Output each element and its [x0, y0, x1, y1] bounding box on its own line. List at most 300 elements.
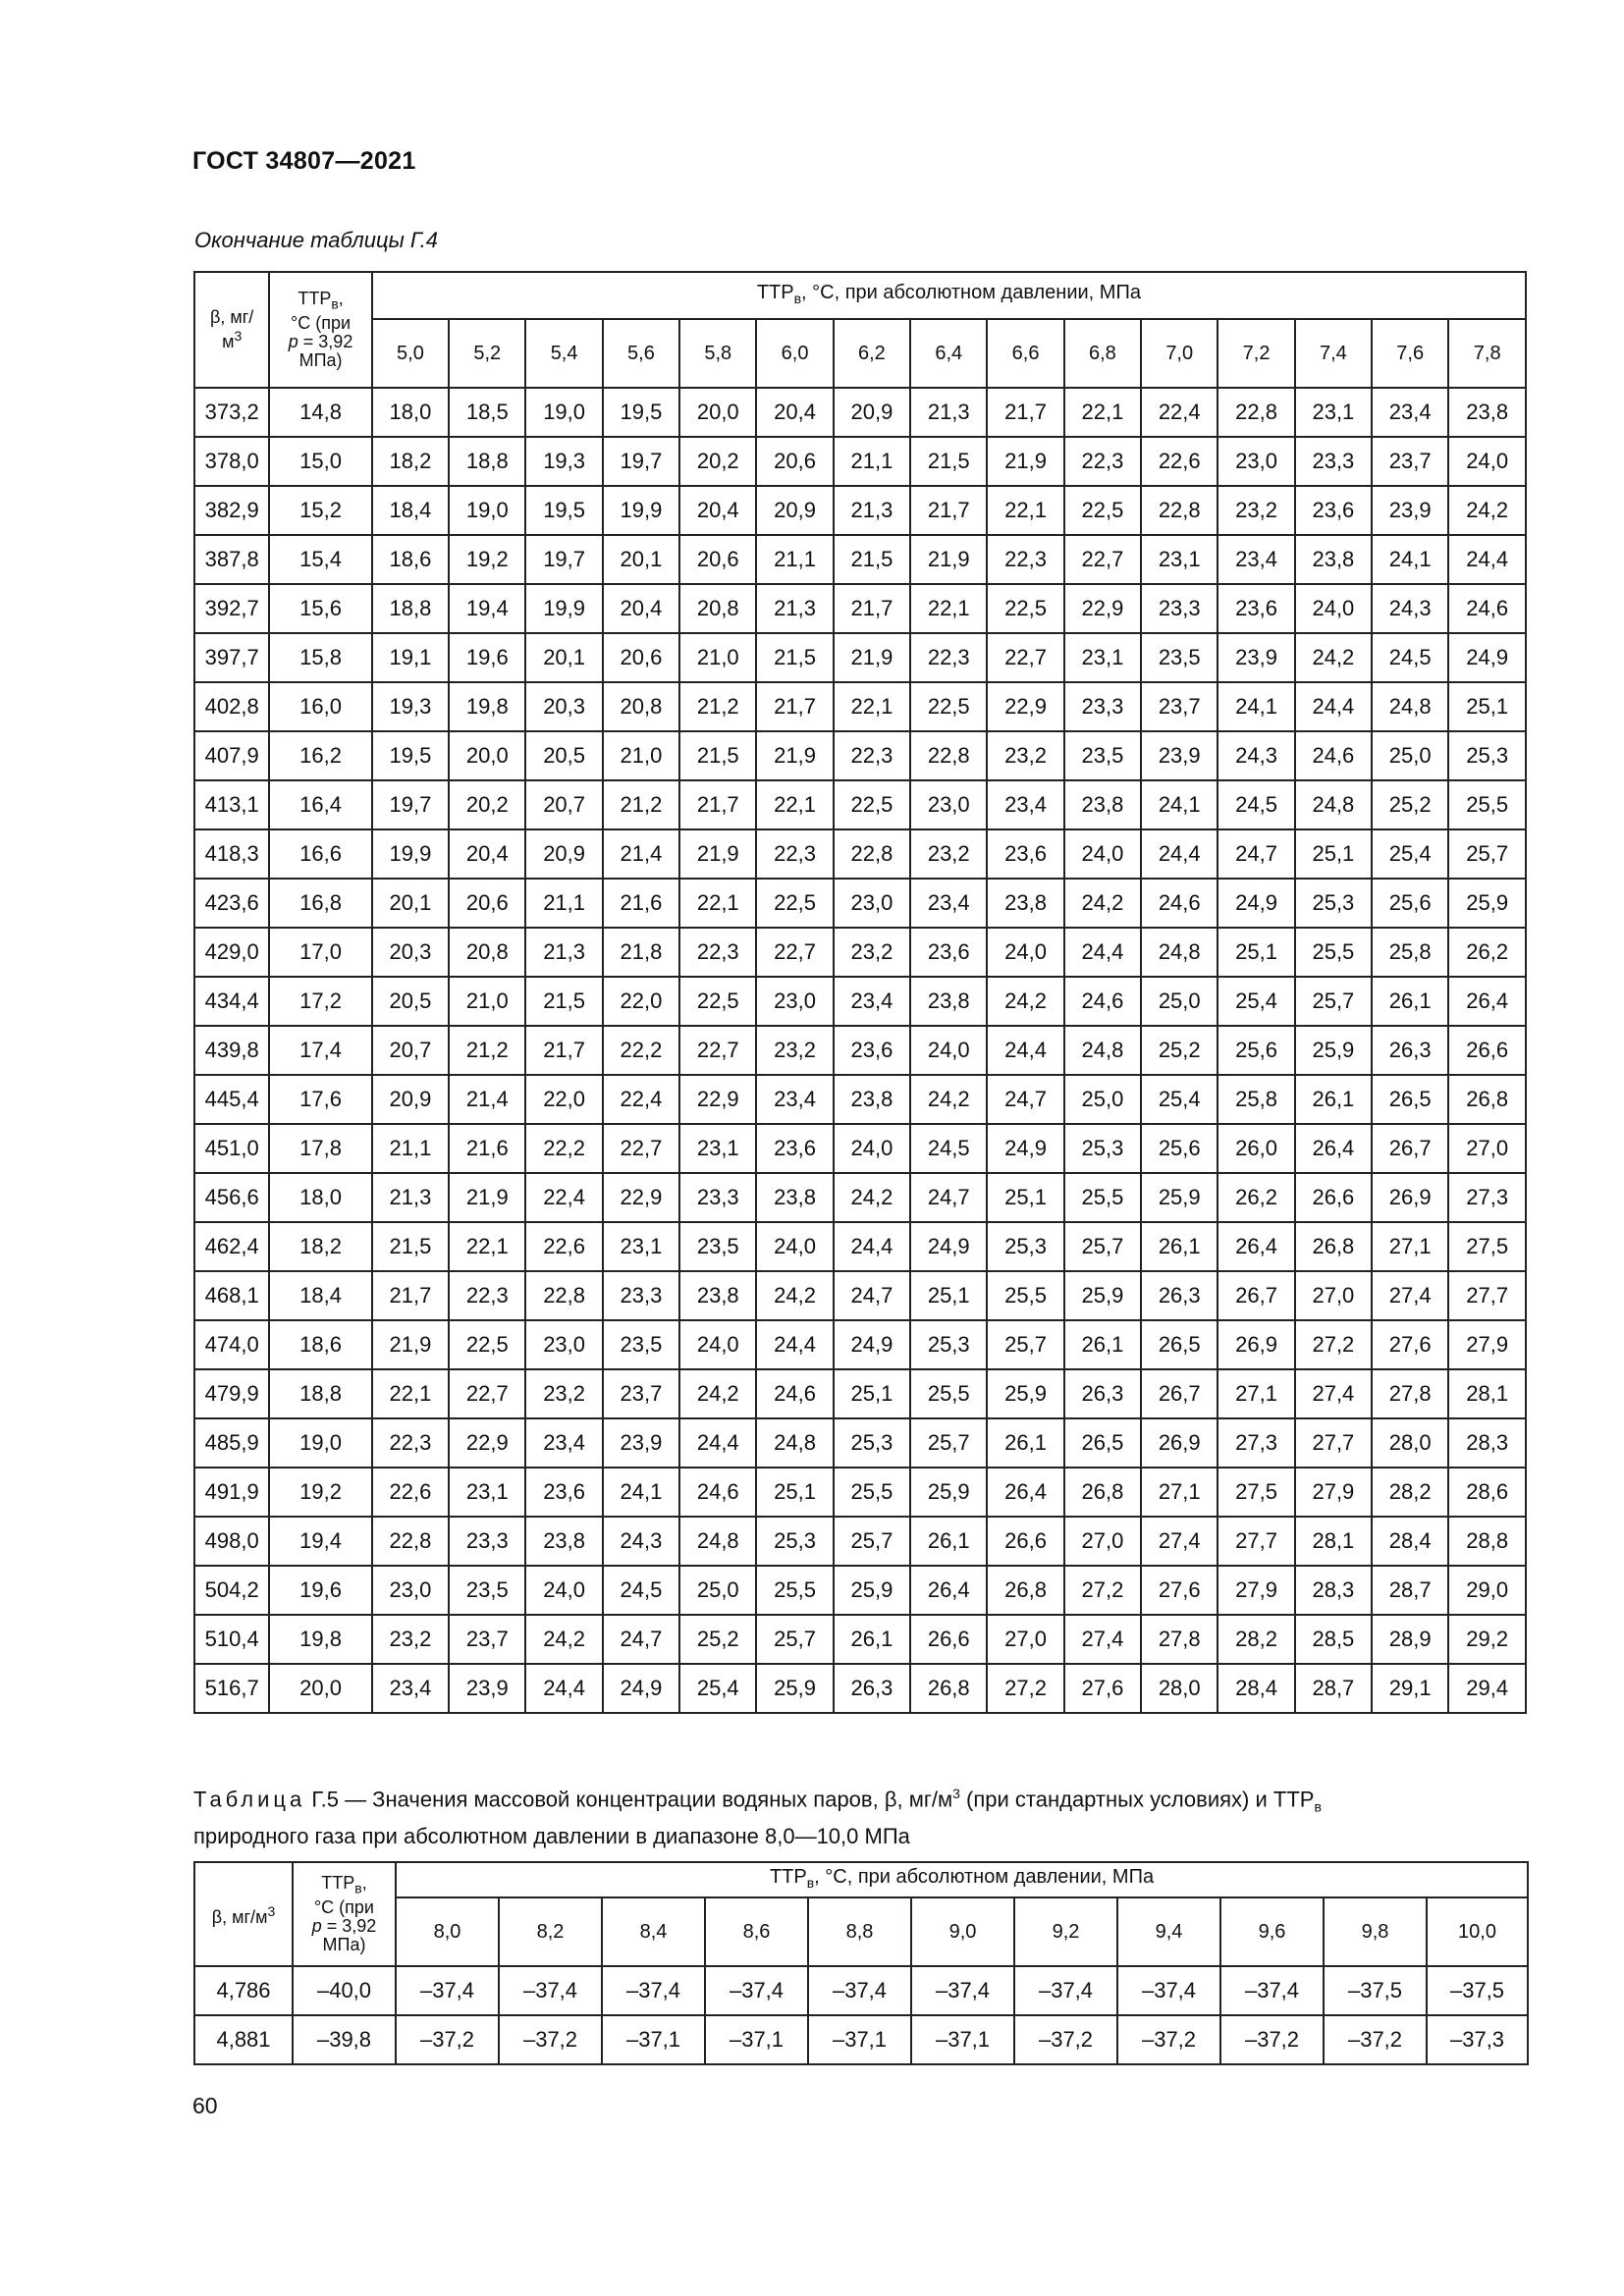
- ttr-value-cell: 23,1: [1141, 535, 1218, 584]
- ttr-value-cell: 28,3: [1295, 1566, 1372, 1615]
- beta-cell: 445,4: [194, 1075, 269, 1124]
- ttr-value-cell: 22,3: [987, 535, 1063, 584]
- pressure-header-cell: 6,2: [834, 319, 910, 388]
- ttr-value-cell: 20,6: [756, 437, 833, 486]
- table-row: [194, 437, 1526, 486]
- ttr-value-cell: 20,8: [679, 584, 756, 633]
- ttr-value-cell: 27,9: [1218, 1566, 1294, 1615]
- ttr-value-cell: 21,2: [679, 682, 756, 731]
- ttr-value-cell: 25,5: [834, 1468, 910, 1517]
- ttr-value-cell: 21,2: [603, 780, 679, 829]
- ttr-value-cell: 26,6: [910, 1615, 987, 1664]
- ttr-value-cell: 23,8: [987, 879, 1063, 928]
- ttr-value-cell: 23,4: [834, 977, 910, 1026]
- ttr-ref-cell: 18,8: [269, 1369, 371, 1418]
- ttr-value-cell: 24,7: [910, 1173, 987, 1222]
- ttr-value-cell: 24,6: [679, 1468, 756, 1517]
- ttr-value-cell: 28,7: [1295, 1664, 1372, 1713]
- table-row: [194, 388, 1526, 437]
- ttr-value-cell: 27,7: [1295, 1418, 1372, 1468]
- ttr-ref-cell: 18,2: [269, 1222, 371, 1271]
- ttr-value-cell: 19,5: [372, 731, 449, 780]
- ttr-value-cell: 25,4: [679, 1664, 756, 1713]
- pressure-header-cell: 7,4: [1295, 319, 1372, 388]
- beta-cell: 439,8: [194, 1026, 269, 1075]
- table-row: [194, 486, 1526, 535]
- ttr-value-cell: 23,3: [1064, 682, 1141, 731]
- ttr-value-cell: 26,8: [1448, 1075, 1526, 1124]
- ttr-value-cell: 23,8: [910, 977, 987, 1026]
- ttr-value-cell: 21,9: [910, 535, 987, 584]
- ttr-ref-cell: 16,0: [269, 682, 371, 731]
- ttr-value-cell: –37,4: [1014, 1966, 1117, 2015]
- ttr-value-cell: 26,7: [1141, 1369, 1218, 1418]
- ttr-value-cell: 20,4: [756, 388, 833, 437]
- ttr-value-cell: 19,9: [372, 829, 449, 879]
- ttr-value-cell: 22,8: [1141, 486, 1218, 535]
- ttr-value-cell: 23,2: [987, 731, 1063, 780]
- ttr-value-cell: 28,4: [1218, 1664, 1294, 1713]
- ttr-value-cell: 20,9: [372, 1075, 449, 1124]
- ttr-value-cell: 24,3: [1372, 584, 1448, 633]
- ttr-value-cell: 25,3: [987, 1222, 1063, 1271]
- ttr-value-cell: 21,5: [834, 535, 910, 584]
- ttr-value-cell: 24,2: [1448, 486, 1526, 535]
- pressure-header-cell: 9,8: [1324, 1897, 1427, 1966]
- ttr-value-cell: 24,5: [603, 1566, 679, 1615]
- beta-cell: 510,4: [194, 1615, 269, 1664]
- ttr-value-cell: 28,6: [1448, 1468, 1526, 1517]
- ttr-value-cell: 24,4: [987, 1026, 1063, 1075]
- ttr-ref-cell: 15,8: [269, 633, 371, 682]
- ttr-value-cell: 20,8: [449, 928, 525, 977]
- beta-cell: 462,4: [194, 1222, 269, 1271]
- ttr-value-cell: 25,3: [756, 1517, 833, 1566]
- pressure-header-cell: 7,2: [1218, 319, 1294, 388]
- ttr-value-cell: 19,8: [449, 682, 525, 731]
- ttr-ref-cell: 17,6: [269, 1075, 371, 1124]
- beta-cell: 504,2: [194, 1566, 269, 1615]
- ttr-value-cell: 26,1: [910, 1517, 987, 1566]
- ttr-value-cell: –37,4: [1220, 1966, 1324, 2015]
- table-row: [194, 2015, 1528, 2064]
- ttr-value-cell: 26,8: [1064, 1468, 1141, 1517]
- table-row: [194, 829, 1526, 879]
- ttr-value-cell: 25,0: [1064, 1075, 1141, 1124]
- ttr-value-cell: 25,2: [1141, 1026, 1218, 1075]
- table-g4-body: [194, 388, 1526, 1713]
- ttr-value-cell: 22,3: [834, 731, 910, 780]
- ttr-ref-cell: –39,8: [293, 2015, 396, 2064]
- ttr-ref-cell: 15,6: [269, 584, 371, 633]
- ttr-ref-cell: 16,2: [269, 731, 371, 780]
- table-g5-caption: Таблица Г.5 — Значения массовой концентрации водяных паров, β, $мг/м^3$ (при стандартных условиях) и $ТТР_в$ природного газа при абсолютном давлении в диапазоне 8,0—10,0 МПа: [193, 1786, 1322, 1848]
- ttr-value-cell: 27,3: [1218, 1418, 1294, 1468]
- ttr-value-cell: 23,4: [525, 1418, 602, 1468]
- ttr-value-cell: 25,8: [1372, 928, 1448, 977]
- pressure-header-cell: 9,4: [1117, 1897, 1220, 1966]
- ttr-value-cell: 23,9: [449, 1664, 525, 1713]
- ttr-value-cell: 20,3: [372, 928, 449, 977]
- ttr-value-cell: 22,3: [910, 633, 987, 682]
- ttr-value-cell: 22,5: [756, 879, 833, 928]
- ttr-value-cell: –37,2: [499, 2015, 602, 2064]
- ttr-value-cell: 19,0: [525, 388, 602, 437]
- beta-cell: 423,6: [194, 879, 269, 928]
- ttr-value-cell: 28,1: [1295, 1517, 1372, 1566]
- ttr-value-cell: 24,6: [1295, 731, 1372, 780]
- ttr-value-cell: 26,2: [1218, 1173, 1294, 1222]
- table-g5-body: [194, 1966, 1528, 2064]
- ttr-value-cell: 24,8: [679, 1517, 756, 1566]
- ttr-value-cell: 25,3: [910, 1320, 987, 1369]
- ttr-ref-cell: 19,6: [269, 1566, 371, 1615]
- ttr-value-cell: 23,2: [756, 1026, 833, 1075]
- col-header-beta: β, $мг/м^3$: [194, 1862, 293, 1966]
- ttr-value-cell: 24,6: [1064, 977, 1141, 1026]
- ttr-value-cell: 22,9: [1064, 584, 1141, 633]
- ttr-value-cell: –37,4: [499, 1966, 602, 2015]
- ttr-value-cell: 23,6: [834, 1026, 910, 1075]
- beta-cell: 418,3: [194, 829, 269, 879]
- ttr-value-cell: 19,2: [449, 535, 525, 584]
- ttr-value-cell: 20,0: [679, 388, 756, 437]
- ttr-value-cell: 18,8: [449, 437, 525, 486]
- ttr-value-cell: 19,0: [449, 486, 525, 535]
- ttr-ref-cell: 20,0: [269, 1664, 371, 1713]
- table-row: [194, 1566, 1526, 1615]
- ttr-value-cell: 24,6: [1141, 879, 1218, 928]
- ttr-value-cell: 25,9: [910, 1468, 987, 1517]
- ttr-value-cell: 23,5: [1064, 731, 1141, 780]
- ttr-value-cell: 22,4: [525, 1173, 602, 1222]
- ttr-value-cell: 26,4: [1448, 977, 1526, 1026]
- ttr-value-cell: 22,8: [1218, 388, 1294, 437]
- ttr-value-cell: 21,7: [910, 486, 987, 535]
- ttr-value-cell: 26,0: [1218, 1124, 1294, 1173]
- ttr-value-cell: 27,4: [1064, 1615, 1141, 1664]
- ttr-value-cell: 21,9: [372, 1320, 449, 1369]
- ttr-value-cell: 25,9: [1448, 879, 1526, 928]
- ttr-value-cell: 29,2: [1448, 1615, 1526, 1664]
- ttr-value-cell: 25,9: [756, 1664, 833, 1713]
- table-row: [194, 977, 1526, 1026]
- table-row: [194, 584, 1526, 633]
- ttr-value-cell: 22,3: [1064, 437, 1141, 486]
- pressure-header-cell: 8,0: [396, 1897, 499, 1966]
- ttr-value-cell: 24,4: [756, 1320, 833, 1369]
- ttr-value-cell: 23,6: [987, 829, 1063, 879]
- ttr-value-cell: 26,4: [987, 1468, 1063, 1517]
- ttr-value-cell: 23,6: [1295, 486, 1372, 535]
- ttr-value-cell: 25,6: [1141, 1124, 1218, 1173]
- ttr-value-cell: 21,7: [525, 1026, 602, 1075]
- beta-cell: 468,1: [194, 1271, 269, 1320]
- pressure-header-cell: 5,8: [679, 319, 756, 388]
- ttr-value-cell: 24,4: [1141, 829, 1218, 879]
- ttr-value-cell: 25,7: [756, 1615, 833, 1664]
- ttr-value-cell: 20,9: [756, 486, 833, 535]
- ttr-value-cell: 26,7: [1372, 1124, 1448, 1173]
- ttr-value-cell: 26,2: [1448, 928, 1526, 977]
- ttr-value-cell: 24,2: [1295, 633, 1372, 682]
- ttr-value-cell: 24,2: [525, 1615, 602, 1664]
- ttr-value-cell: 22,5: [834, 780, 910, 829]
- ttr-value-cell: 23,5: [679, 1222, 756, 1271]
- beta-cell: 429,0: [194, 928, 269, 977]
- ttr-value-cell: –37,4: [911, 1966, 1014, 2015]
- ttr-value-cell: 24,0: [910, 1026, 987, 1075]
- table-row: [194, 879, 1526, 928]
- ttr-value-cell: 25,0: [1372, 731, 1448, 780]
- ttr-value-cell: 23,2: [910, 829, 987, 879]
- ttr-value-cell: 24,0: [987, 928, 1063, 977]
- ttr-value-cell: 21,8: [603, 928, 679, 977]
- ttr-value-cell: 20,6: [603, 633, 679, 682]
- ttr-value-cell: 23,8: [834, 1075, 910, 1124]
- ttr-value-cell: 25,2: [679, 1615, 756, 1664]
- ttr-value-cell: 27,8: [1372, 1369, 1448, 1418]
- ttr-value-cell: 25,7: [910, 1418, 987, 1468]
- ttr-value-cell: 19,5: [525, 486, 602, 535]
- ttr-value-cell: 27,1: [1141, 1468, 1218, 1517]
- ttr-value-cell: 22,1: [1064, 388, 1141, 437]
- ttr-value-cell: 24,7: [603, 1615, 679, 1664]
- ttr-value-cell: 23,8: [1064, 780, 1141, 829]
- table-row: [194, 1517, 1526, 1566]
- ttr-value-cell: 27,2: [1064, 1566, 1141, 1615]
- ttr-value-cell: 25,7: [1448, 829, 1526, 879]
- ttr-value-cell: 25,0: [1141, 977, 1218, 1026]
- ttr-value-cell: 26,5: [1372, 1075, 1448, 1124]
- ttr-value-cell: 26,3: [1064, 1369, 1141, 1418]
- ttr-value-cell: 20,1: [372, 879, 449, 928]
- ttr-value-cell: 26,4: [910, 1566, 987, 1615]
- ttr-value-cell: 23,0: [372, 1566, 449, 1615]
- ttr-value-cell: 26,3: [1372, 1026, 1448, 1075]
- ttr-value-cell: 24,2: [756, 1271, 833, 1320]
- ttr-ref-cell: 19,2: [269, 1468, 371, 1517]
- ttr-value-cell: 25,1: [910, 1271, 987, 1320]
- ttr-value-cell: 26,8: [987, 1566, 1063, 1615]
- ttr-value-cell: 24,6: [756, 1369, 833, 1418]
- pressure-header-cell: 7,6: [1372, 319, 1448, 388]
- ttr-value-cell: 25,5: [756, 1566, 833, 1615]
- ttr-value-cell: –37,4: [602, 1966, 705, 2015]
- ttr-value-cell: 28,2: [1218, 1615, 1294, 1664]
- ttr-value-cell: –37,4: [705, 1966, 808, 2015]
- ttr-value-cell: 23,2: [1218, 486, 1294, 535]
- ttr-value-cell: 20,5: [525, 731, 602, 780]
- ttr-value-cell: 24,0: [1064, 829, 1141, 879]
- ttr-value-cell: –37,2: [1324, 2015, 1427, 2064]
- ttr-value-cell: 25,1: [756, 1468, 833, 1517]
- ttr-value-cell: 22,3: [449, 1271, 525, 1320]
- ttr-value-cell: 23,5: [603, 1320, 679, 1369]
- table-row: [194, 1222, 1526, 1271]
- beta-cell: 456,6: [194, 1173, 269, 1222]
- ttr-value-cell: 20,4: [603, 584, 679, 633]
- ttr-value-cell: 22,1: [756, 780, 833, 829]
- ttr-value-cell: 23,0: [834, 879, 910, 928]
- ttr-value-cell: 24,7: [987, 1075, 1063, 1124]
- ttr-ref-cell: 15,2: [269, 486, 371, 535]
- ttr-value-cell: 21,9: [987, 437, 1063, 486]
- ttr-value-cell: 22,7: [449, 1369, 525, 1418]
- ttr-value-cell: 23,5: [449, 1566, 525, 1615]
- table-g4-caption: Окончание таблицы Г.4: [194, 228, 438, 252]
- beta-cell: 451,0: [194, 1124, 269, 1173]
- ttr-value-cell: 23,3: [679, 1173, 756, 1222]
- ttr-value-cell: 25,9: [1064, 1271, 1141, 1320]
- ttr-value-cell: 22,7: [603, 1124, 679, 1173]
- ttr-value-cell: 27,2: [987, 1664, 1063, 1713]
- ttr-value-cell: 20,3: [525, 682, 602, 731]
- ttr-value-cell: 25,3: [1064, 1124, 1141, 1173]
- ttr-value-cell: 21,1: [372, 1124, 449, 1173]
- ttr-value-cell: 22,3: [756, 829, 833, 879]
- ttr-value-cell: –37,4: [396, 1966, 499, 2015]
- group-header-pressure: $ТТР_в$, °С, при абсолютном давлении, МПа: [372, 272, 1526, 319]
- ttr-value-cell: 23,9: [1372, 486, 1448, 535]
- ttr-value-cell: 29,4: [1448, 1664, 1526, 1713]
- ttr-value-cell: 24,0: [1295, 584, 1372, 633]
- ttr-value-cell: 24,2: [910, 1075, 987, 1124]
- ttr-value-cell: 23,3: [603, 1271, 679, 1320]
- ttr-ref-cell: 15,0: [269, 437, 371, 486]
- ttr-value-cell: 26,1: [987, 1418, 1063, 1468]
- ttr-value-cell: –37,3: [1427, 2015, 1528, 2064]
- ttr-value-cell: 20,6: [449, 879, 525, 928]
- ttr-value-cell: 19,4: [449, 584, 525, 633]
- ttr-ref-cell: 17,2: [269, 977, 371, 1026]
- ttr-value-cell: 22,3: [372, 1418, 449, 1468]
- ttr-value-cell: 19,9: [525, 584, 602, 633]
- ttr-value-cell: 24,0: [1448, 437, 1526, 486]
- ttr-value-cell: 23,8: [1295, 535, 1372, 584]
- ttr-value-cell: 26,5: [1064, 1418, 1141, 1468]
- ttr-value-cell: 27,4: [1141, 1517, 1218, 1566]
- ttr-value-cell: 24,0: [756, 1222, 833, 1271]
- ttr-value-cell: –37,4: [1117, 1966, 1220, 2015]
- ttr-value-cell: 26,1: [1141, 1222, 1218, 1271]
- ttr-value-cell: 24,9: [910, 1222, 987, 1271]
- ttr-value-cell: 27,0: [1064, 1517, 1141, 1566]
- ttr-value-cell: 19,7: [372, 780, 449, 829]
- ttr-value-cell: 25,6: [1372, 879, 1448, 928]
- ttr-value-cell: 24,1: [1141, 780, 1218, 829]
- ttr-value-cell: 25,4: [1372, 829, 1448, 879]
- ttr-ref-cell: 16,4: [269, 780, 371, 829]
- ttr-value-cell: 23,1: [603, 1222, 679, 1271]
- table-row: [194, 535, 1526, 584]
- beta-cell: 4,786: [194, 1966, 293, 2015]
- ttr-value-cell: 26,9: [1372, 1173, 1448, 1222]
- ttr-value-cell: 18,5: [449, 388, 525, 437]
- ttr-value-cell: 23,5: [1141, 633, 1218, 682]
- ttr-value-cell: 23,4: [987, 780, 1063, 829]
- ttr-value-cell: 21,9: [679, 829, 756, 879]
- table-row: [194, 1124, 1526, 1173]
- ttr-value-cell: 25,7: [1064, 1222, 1141, 1271]
- ttr-value-cell: 21,7: [834, 584, 910, 633]
- ttr-value-cell: 25,5: [1064, 1173, 1141, 1222]
- ttr-value-cell: 25,5: [910, 1369, 987, 1418]
- ttr-value-cell: 23,9: [1218, 633, 1294, 682]
- table-row: [194, 1075, 1526, 1124]
- ttr-value-cell: 25,7: [1295, 977, 1372, 1026]
- ttr-value-cell: 22,2: [525, 1124, 602, 1173]
- ttr-value-cell: 21,6: [449, 1124, 525, 1173]
- ttr-value-cell: 21,1: [525, 879, 602, 928]
- ttr-value-cell: 25,7: [987, 1320, 1063, 1369]
- ttr-value-cell: 21,5: [372, 1222, 449, 1271]
- table-row: [194, 1664, 1526, 1713]
- ttr-value-cell: 19,7: [525, 535, 602, 584]
- ttr-value-cell: 27,6: [1141, 1566, 1218, 1615]
- ttr-value-cell: 22,5: [449, 1320, 525, 1369]
- ttr-value-cell: 22,7: [756, 928, 833, 977]
- ttr-value-cell: –37,1: [808, 2015, 911, 2064]
- ttr-value-cell: 26,1: [1064, 1320, 1141, 1369]
- ttr-value-cell: 25,5: [1448, 780, 1526, 829]
- ttr-value-cell: 25,3: [834, 1418, 910, 1468]
- ttr-value-cell: 22,8: [372, 1517, 449, 1566]
- ttr-value-cell: 24,9: [834, 1320, 910, 1369]
- table-row: [194, 1320, 1526, 1369]
- ttr-value-cell: 27,1: [1372, 1222, 1448, 1271]
- ttr-value-cell: 25,1: [1448, 682, 1526, 731]
- ttr-value-cell: 20,5: [372, 977, 449, 1026]
- table-row: [194, 1026, 1526, 1075]
- ttr-value-cell: 24,3: [1218, 731, 1294, 780]
- ttr-value-cell: 22,6: [1141, 437, 1218, 486]
- ttr-value-cell: 23,0: [525, 1320, 602, 1369]
- beta-cell: 407,9: [194, 731, 269, 780]
- ttr-value-cell: 24,8: [1372, 682, 1448, 731]
- ttr-value-cell: 23,8: [679, 1271, 756, 1320]
- ttr-value-cell: 23,6: [525, 1468, 602, 1517]
- ttr-value-cell: 24,1: [603, 1468, 679, 1517]
- pressure-header-cell: 6,4: [910, 319, 987, 388]
- ttr-value-cell: 25,1: [834, 1369, 910, 1418]
- beta-cell: 479,9: [194, 1369, 269, 1418]
- ttr-value-cell: 24,6: [1448, 584, 1526, 633]
- ttr-value-cell: 26,6: [1295, 1173, 1372, 1222]
- ttr-value-cell: 23,4: [910, 879, 987, 928]
- ttr-value-cell: 21,3: [372, 1173, 449, 1222]
- ttr-value-cell: 23,8: [756, 1173, 833, 1222]
- ttr-value-cell: 24,9: [603, 1664, 679, 1713]
- beta-cell: 402,8: [194, 682, 269, 731]
- beta-cell: 474,0: [194, 1320, 269, 1369]
- beta-cell: 434,4: [194, 977, 269, 1026]
- ttr-value-cell: 19,5: [603, 388, 679, 437]
- ttr-value-cell: 25,1: [1218, 928, 1294, 977]
- ttr-ref-cell: 18,0: [269, 1173, 371, 1222]
- col-header-ttr-ref: $ТТР_в$, °С (при р = 3,92 МПа): [269, 272, 371, 388]
- ttr-value-cell: 27,4: [1295, 1369, 1372, 1418]
- ttr-value-cell: 23,6: [1218, 584, 1294, 633]
- beta-cell: 516,7: [194, 1664, 269, 1713]
- table-row: [194, 1966, 1528, 2015]
- ttr-value-cell: 27,4: [1372, 1271, 1448, 1320]
- ttr-value-cell: 21,0: [679, 633, 756, 682]
- ttr-value-cell: 22,6: [372, 1468, 449, 1517]
- pressure-header-cell: 5,6: [603, 319, 679, 388]
- ttr-ref-cell: 15,4: [269, 535, 371, 584]
- ttr-value-cell: 22,2: [603, 1026, 679, 1075]
